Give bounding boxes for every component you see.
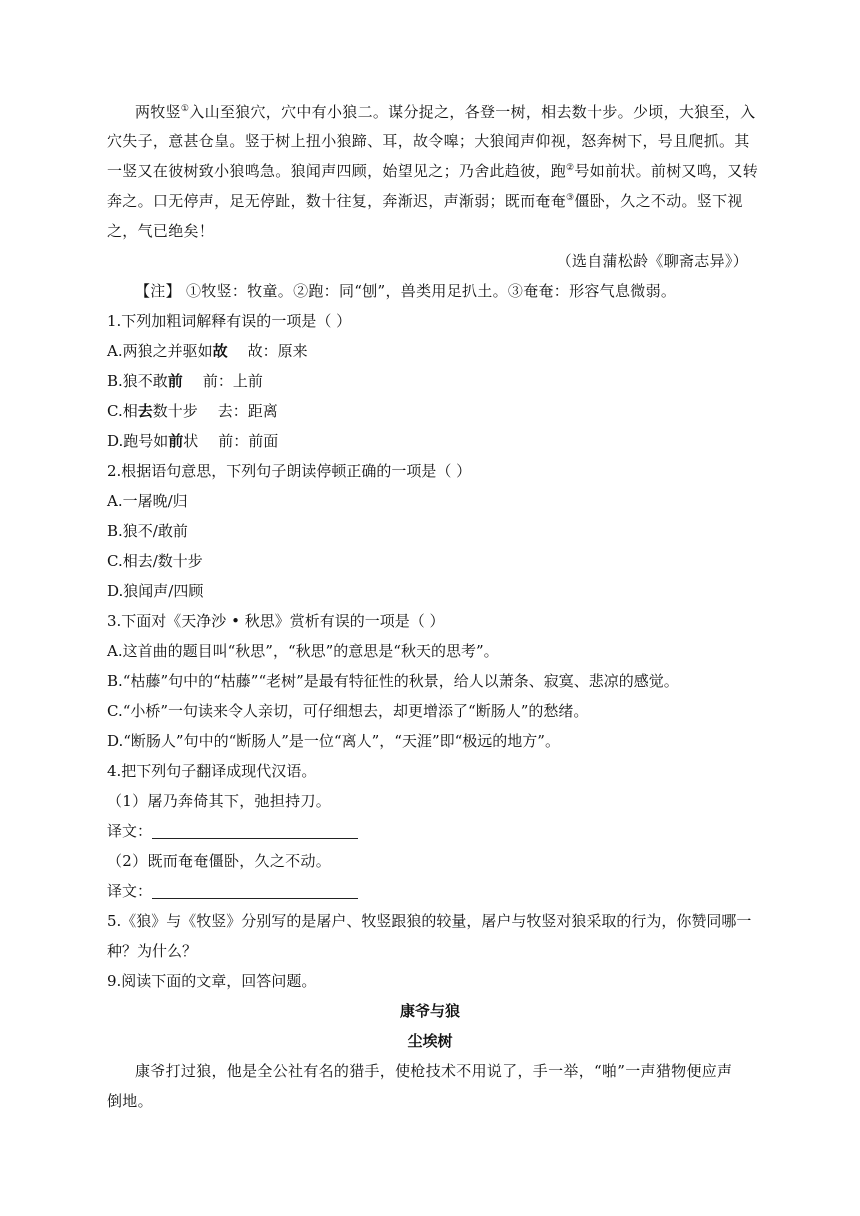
question-2-stem: 2.根据语句意思，下列句子朗读停顿正确的一项是（ ） xyxy=(107,462,472,480)
article-title: 康爷与狼 xyxy=(399,1002,460,1020)
question-5-line-2: 种？为什么？ xyxy=(107,942,198,960)
passage-line-4: 奔之。口无停声，足无停趾，数十往复，奔渐迟，声渐弱；既而奄奄③僵卧，久之不动。竖下视 xyxy=(107,192,743,210)
question-2-option-c: C.相去/数十步 xyxy=(107,552,203,570)
question-1-option-a: A.两狼之并驱如故 故：原来 xyxy=(107,342,308,360)
question-2-option-a: A.一屠晚/归 xyxy=(107,492,188,510)
article-paragraph-line-1: 康爷打过狼，他是全公社有名的猎手，使枪技术不用说了，手一举，“啪”一声猎物便应声 xyxy=(135,1062,733,1080)
question-3-option-d: D.“断肠人”句中的“断肠人”是一位“离人”，“天涯”即“极远的地方”。 xyxy=(107,732,560,750)
question-1-option-b: B.狼不敢前 前：上前 xyxy=(107,372,263,390)
passage-notes: 【注】 ①牧竖：牧童。②跑：同“刨”，兽类用足扒土。③奄奄：形容气息微弱。 xyxy=(135,282,677,300)
answer-blank-1[interactable] xyxy=(152,823,358,839)
article-paragraph-line-2: 倒地。 xyxy=(107,1092,153,1110)
passage-line-2: 穴失子，意甚仓皇。竖于树上扭小狼蹄、耳，故令嗥；大狼闻声仰视，怒奔树下，号且爬抓。其 xyxy=(107,132,750,150)
question-2-option-b: B.狼不/敢前 xyxy=(107,522,188,540)
passage-source: （选自蒲松龄《聊斋志异》） xyxy=(556,252,748,270)
passage-line-1: 两牧竖①入山至狼穴，穴中有小狼二。谋分捉之，各登一树，相去数十步。少顷，大狼至，入 xyxy=(135,103,756,121)
passage-line-5: 之，气已绝矣！ xyxy=(107,222,215,240)
answer-blank-2[interactable] xyxy=(152,883,358,899)
question-2-option-d: D.狼闻声/四顾 xyxy=(107,582,204,600)
question-1-option-c: C.相去数十步 去：距离 xyxy=(107,402,278,420)
question-3-option-c: C.“小桥”一句读来令人亲切，可仔细想去，却更增添了“断肠人”的愁绪。 xyxy=(107,702,589,720)
question-3-stem: 3.下面对《天净沙 • 秋思》赏析有误的一项是（ ） xyxy=(107,612,445,630)
footnote-marker-1: ① xyxy=(180,104,190,114)
article-author: 尘埃树 xyxy=(407,1032,453,1050)
question-9-stem: 9.阅读下面的文章，回答问题。 xyxy=(107,972,317,990)
question-3-option-b: B.“枯藤”句中的“枯藤”“老树”是最有特征性的秋景，给人以萧条、寂寞、悲凉的感觉。 xyxy=(107,672,679,690)
question-4-sentence-1: （1）屠乃奔倚其下，弛担持刀。 xyxy=(107,792,332,810)
footnote-marker-2: ② xyxy=(566,163,575,173)
question-4-answer-1: 译文： xyxy=(107,821,358,841)
question-5-line-1: 5.《狼》与《牧竖》分别写的是屠户、牧竖跟狼的较量，屠户与牧竖对狼采取的行为，你赞同哪一 xyxy=(107,912,752,930)
question-3-option-a: A.这首曲的题目叫“秋思”，“秋思”的意思是“秋天的思考”。 xyxy=(107,642,499,660)
question-4-sentence-2: （2）既而奄奄僵卧，久之不动。 xyxy=(107,852,332,870)
question-4-stem: 4.把下列句子翻译成现代汉语。 xyxy=(107,762,317,780)
passage-line-3: 一竖又在彼树致小狼鸣急。狼闻声四顾，始望见之；乃舍此趋彼，跑②号如前状。前树又鸣，又转 xyxy=(107,162,758,180)
question-1-option-d: D.跑号如前状 前：前面 xyxy=(107,432,279,450)
question-4-answer-2: 译文： xyxy=(107,881,358,901)
footnote-marker-3: ③ xyxy=(566,193,575,203)
question-1-stem: 1.下列加粗词解释有误的一项是（ ） xyxy=(107,312,352,330)
